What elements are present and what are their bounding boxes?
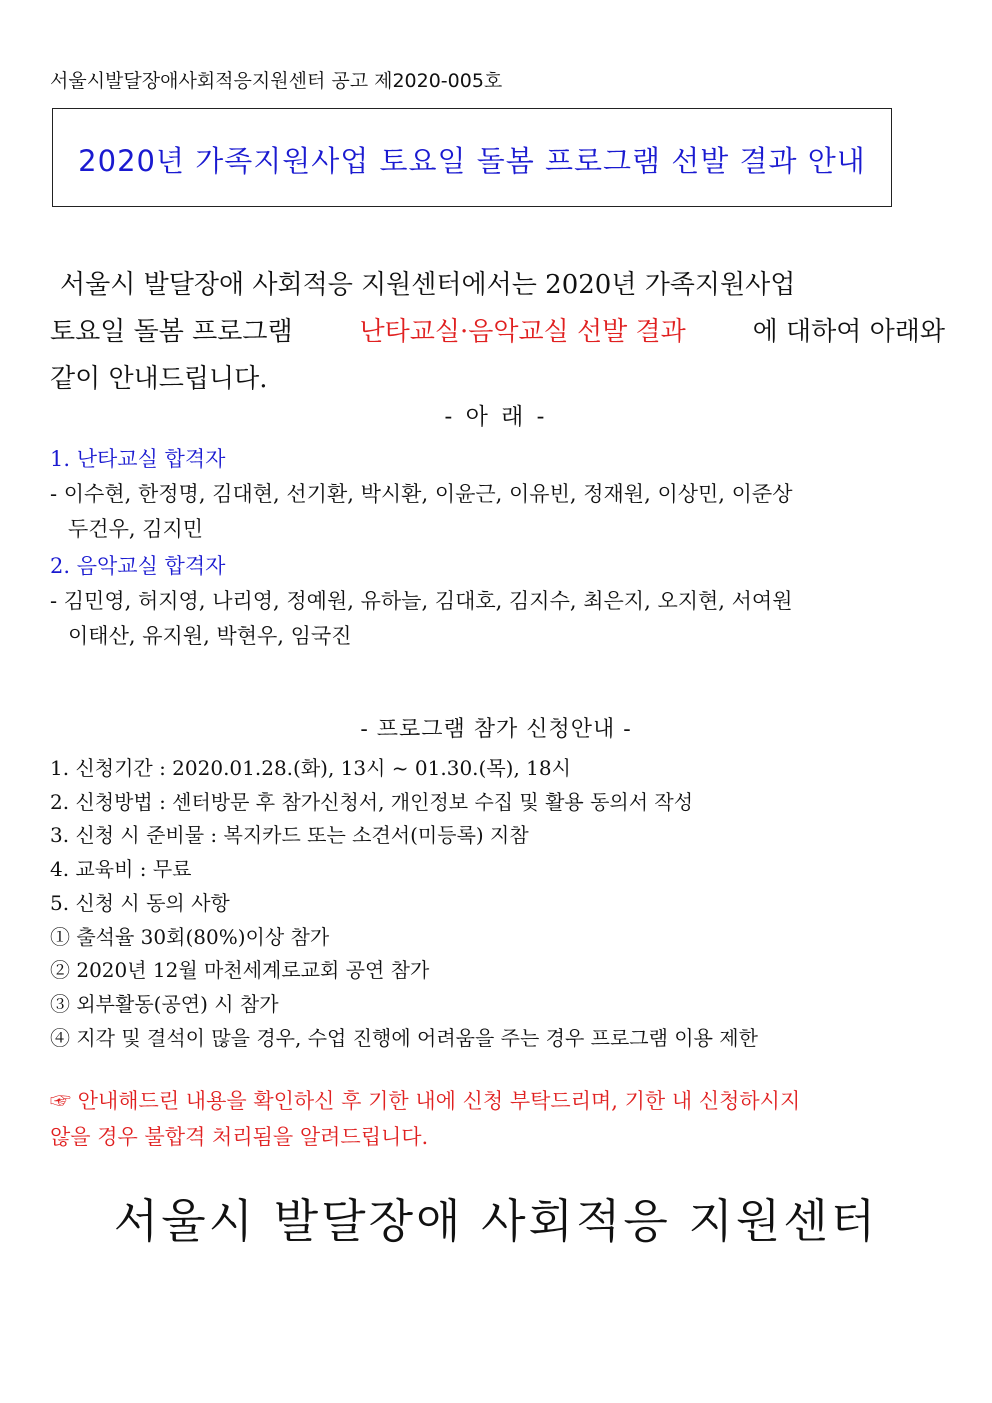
signature: 서울시 발달장애 사회적응 지원센터 — [113, 1194, 879, 1248]
warning-notice — [50, 1083, 942, 1155]
intro-line-2-prefix: 토요일 돌봄 프로그램 — [50, 317, 293, 347]
apply-item: ④ 지각 및 결석이 많을 경우, 수업 진행에 어려움을 주는 경우 프로그램 이용 제한 — [50, 1025, 758, 1050]
music-names-line-1: - 김민영, 허지영, 나리영, 정예원, 유하늘, 김대호, 김지수, 최은지, 오지현, 서여원 — [50, 589, 793, 613]
apply-item: 2. 신청방법 : 센터방문 후 참가신청서, 개인정보 수집 및 활용 동의서 작성 — [50, 789, 694, 814]
notice-number: 서울시발달장애사회적응지원센터 공고 제2020-005호 — [50, 70, 503, 92]
apply-list — [50, 752, 758, 1055]
apply-title: - 프로그램 참가 신청안내 - — [360, 717, 632, 742]
apply-item: ③ 외부활동(공연) 시 참가 — [50, 991, 279, 1016]
intro-line-1: 서울시 발달장애 사회적응 지원센터에서는 2020년 가족지원사업 — [60, 270, 796, 300]
nanta-names-line-1: - 이수현, 한정명, 김대현, 선기환, 박시환, 이윤근, 이유빈, 정재원, 이상민, 이준상 — [50, 482, 793, 506]
intro-line-2 — [50, 309, 945, 356]
intro-highlight: 난타교실·음악교실 선발 결과 — [359, 317, 686, 347]
apply-item: 3. 신청 시 준비물 : 복지카드 또는 소견서(미등록) 지참 — [50, 823, 529, 848]
apply-item: 1. 신청기간 : 2020.01.28.(화), 13시 ~ 01.30.(목), 18시 — [50, 756, 571, 780]
music-names-line-2: 이태산, 유지원, 박현우, 임국진 — [68, 624, 352, 648]
document-title: 2020년 가족지원사업 토요일 돌봄 프로그램 선발 결과 안내 — [78, 144, 866, 178]
apply-item: 5. 신청 시 동의 사항 — [50, 890, 230, 915]
apply-item: ① 출석율 30회(80%)이상 참가 — [50, 924, 330, 949]
apply-item: 4. 교육비 : 무료 — [50, 857, 192, 882]
music-section — [50, 549, 793, 654]
music-heading: 2. 음악교실 합격자 — [50, 554, 226, 578]
intro-line-2-suffix: 에 대하여 아래와 — [752, 317, 945, 347]
intro-line-3: 같이 안내드립니다. — [50, 364, 268, 394]
nanta-heading: 1. 난타교실 합격자 — [50, 447, 226, 471]
intro-paragraph — [50, 262, 945, 403]
apply-item: ② 2020년 12월 마천세계로교회 공연 참가 — [50, 958, 430, 983]
nanta-names-line-2: 두건우, 김지민 — [68, 517, 204, 541]
section-mark: - 아 래 - — [444, 404, 548, 430]
title-box — [52, 108, 892, 207]
warning-line-2: 않을 경우 불합격 처리됨을 알려드립니다. — [50, 1125, 429, 1149]
warning-line-1: ☞ 안내해드린 내용을 확인하신 후 기한 내에 신청 부탁드리며, 기한 내 신청하시지 — [50, 1089, 801, 1113]
nanta-section — [50, 442, 793, 547]
